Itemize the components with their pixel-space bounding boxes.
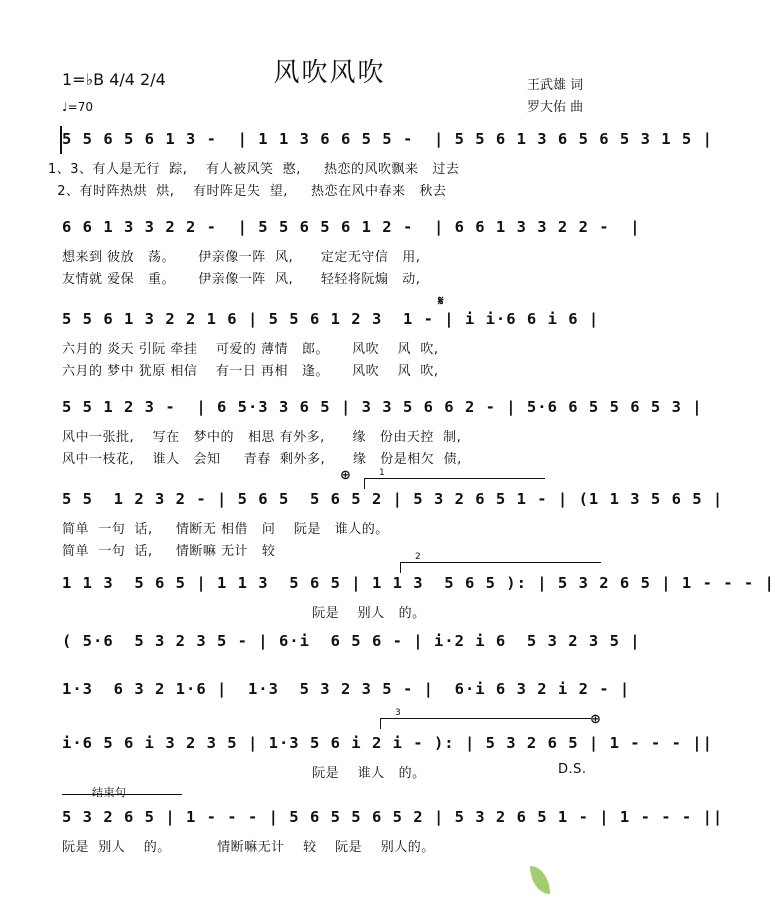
score-row-1 (48, 130, 713, 199)
notes-row-1: 5 5 6 5 6 1 3 - | 1 1 3 6 6 5 5 - | 5 5 6 1 3 6 5 6 5 3 1 5 | (62, 130, 713, 148)
score-row-7 (62, 632, 641, 660)
notes-row-8: 1·3 6 3 2 1·6 | 1·3 5 3 2 3 5 - | 6·i 6 3 2 i 2 - | (62, 680, 631, 698)
ds-marking: D.S. (558, 762, 587, 777)
coda-icon: ⊕ (590, 712, 601, 727)
score-row-4 (62, 398, 703, 467)
lyrics-row-1-verse-1: 1、3、有人是无行 踪, 有人被风笑 憨, 热恋的风吹飘来 过去 (48, 162, 460, 177)
score-row-10 (62, 786, 724, 855)
lyrics-row-5-verse-2: 简单 一句 话, 情断嘛 无计 较 (62, 544, 276, 559)
notes-row-3: 5 5 6 1 3 2 2 1 6 | 5 5 6 1 2 3 1 - | i i·6 6 i 6 | (62, 310, 600, 328)
tempo-marking: ♩=70 (62, 100, 93, 114)
notes-row-7: ( 5·6 5 3 2 3 5 - | 6·i 6 5 6 - | i·2 i 6 5 3 2 3 5 | (62, 632, 641, 650)
lyrics-row-9: 阮是 谁人 的。 (62, 766, 426, 781)
ending-bracket (62, 794, 182, 805)
lyrics-row-3-verse-2: 六月的 梦中 犹原 相信 有一日 再相 逢。 风吹 风 吹, (62, 364, 439, 379)
lyricist-credit: 王武雄 词 (527, 78, 584, 93)
leaf-watermark (530, 866, 550, 894)
key-signature: 1=♭B 4/4 2/4 (62, 70, 166, 89)
notes-row-9: i·6 5 6 i 3 2 3 5 | 1·3 5 6 i 2 i - ): | 5 3 2 6 5 | 1 - - - || (62, 734, 713, 752)
coda-icon: ⊕ (340, 468, 351, 483)
segno-icon: 𝄋 (438, 294, 444, 309)
lyrics-row-5-verse-1: 简单 一句 话, 情断无 相借 问 阮是 谁人的。 (62, 522, 389, 537)
notes-row-5: 5 5 1 2 3 2 - | 5 6 5 5 6 5 2 | 5 3 2 6 5 1 - | (1 1 3 5 6 5 | (62, 490, 724, 508)
volta-1-bracket: 1 (364, 478, 545, 489)
volta-2-bracket: 2 (400, 562, 601, 573)
lyrics-row-10: 阮是 别人 的。 情断嘛无计 较 阮是 别人的。 (62, 840, 435, 855)
score-row-5 (62, 468, 724, 559)
ending-label: 结束句 (92, 786, 127, 799)
lyrics-row-6: 阮是 别人 的。 (62, 606, 426, 621)
lyrics-row-4-verse-1: 风中一张批, 写在 梦中的 相思 有外多, 缘 份由天控 制, (62, 430, 462, 445)
lyrics-row-4-verse-2: 风中一枝花, 谁人 会知 青春 剩外多, 缘 份是相欠 债, (62, 452, 462, 467)
score-row-8 (62, 680, 631, 708)
score-row-6 (62, 552, 775, 621)
notes-row-10: 5 3 2 6 5 | 1 - - - | 5 6 5 5 6 5 2 | 5 3 2 6 5 1 - | 1 - - - || (62, 808, 724, 826)
song-title: 风吹风吹 (273, 58, 386, 88)
notes-row-6: 1 1 3 5 6 5 | 1 1 3 5 6 5 | 1 1 3 5 6 5 ): | 5 3 2 6 5 | 1 - - - | (62, 574, 775, 592)
composer-credit: 罗大佑 曲 (527, 100, 584, 115)
lyrics-row-1-verse-2: 2、有时阵热烘 烘, 有时阵足失 望, 热恋在风中春来 秋去 (48, 184, 447, 199)
score-row-3 (62, 294, 607, 379)
score-row-9 (62, 708, 713, 781)
lyrics-row-3-verse-1: 六月的 炎天 引阮 牵挂 可爱的 薄情 郎。 风吹 风 吹, (62, 342, 439, 357)
notes-row-2: 6 6 1 3 3 2 2 - | 5 5 6 5 6 1 2 - | 6 6 1 3 3 2 2 - | (62, 218, 641, 236)
notes-row-4: 5 5 1 2 3 - | 6 5·3 3 6 5 | 3 3 5 6 6 2 - | 5·6 6 5 5 6 5 3 | (62, 398, 703, 416)
lyrics-row-2-verse-2: 友情就 爱保 重。 伊亲像一阵 风, 轻轻将阮煽 动, (62, 272, 421, 287)
score-row-2 (62, 218, 641, 287)
lyrics-row-2-verse-1: 想来到 彼放 荡。 伊亲像一阵 风, 定定无守信 用, (62, 250, 421, 265)
volta-3-bracket: 3 (380, 718, 591, 729)
